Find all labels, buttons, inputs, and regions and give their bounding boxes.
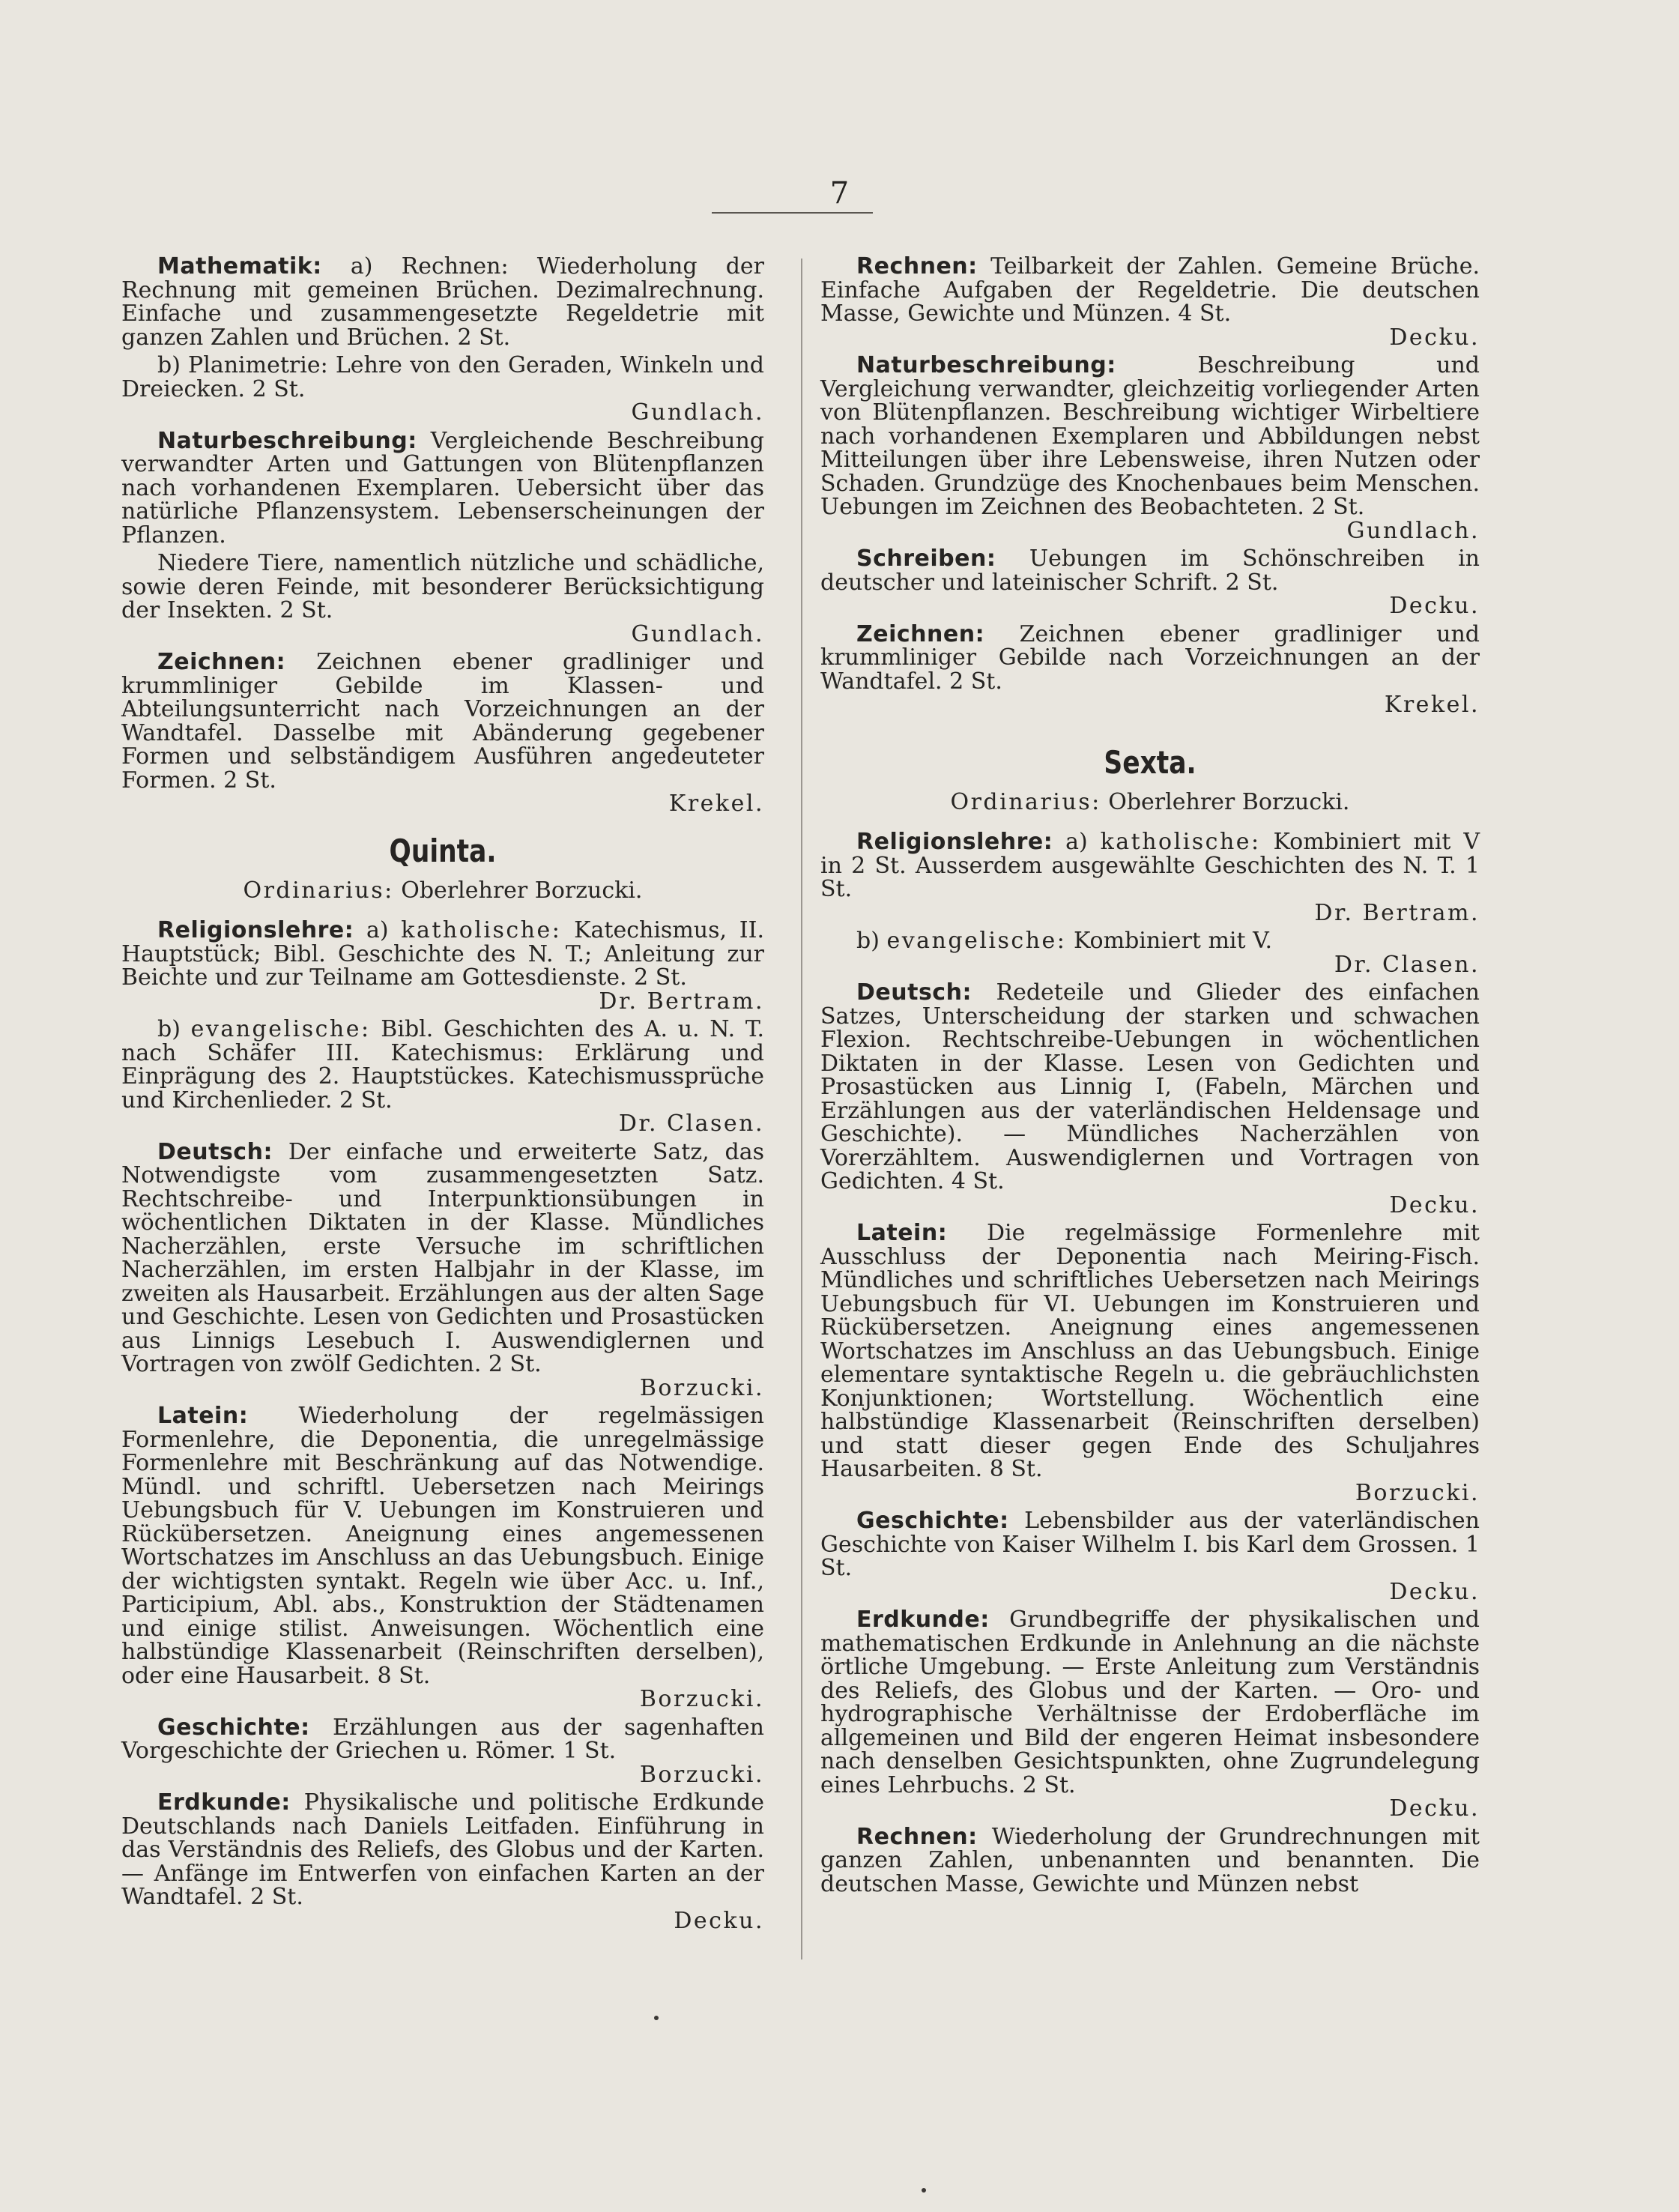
teacher-signature: Decku.: [674, 1907, 764, 1934]
subject-heading: Mathematik:: [157, 253, 322, 279]
subject-heading: Zeichnen:: [157, 649, 286, 675]
teacher-signature: Decku.: [1389, 1578, 1480, 1605]
paragraph-text: Erzählungen aus der sagenhaften Vorgeschichte der Griechen u. Römer. 1 St.: [121, 1714, 764, 1764]
paragraph-text: b) Planimetrie: Lehre von den Geraden, Winkeln und Dreiecken. 2 St.: [121, 352, 764, 402]
zeichnen-paragraph: [820, 620, 1480, 718]
paragraph-text: Physikalische und politische Erdkunde Deutschlands nach Daniels Leitfaden. Einführung in das Verständnis des Reliefs, des Globus und der Karten. — Anfänge im Entwerfen von einfachen Karten an der Wandtafel. 2 St.: [121, 1789, 765, 1910]
deutsch-paragraph: [820, 981, 1480, 1217]
sexta-ordinarius: [820, 788, 1480, 815]
teacher-signature: Krekel.: [668, 791, 764, 817]
item-prefix: b): [157, 1016, 181, 1042]
page-number: 7: [829, 176, 850, 211]
subject-heading: Naturbeschreibung:: [856, 352, 1116, 378]
teacher-signature: Borzucki.: [1355, 1479, 1480, 1506]
rechnen-paragraph-continued: [820, 1825, 1480, 1897]
left-column: [121, 255, 764, 1937]
ordinarius-name: Oberlehrer Borzucki.: [1108, 788, 1350, 815]
item-prefix: a): [1065, 829, 1088, 855]
column-divider: [801, 259, 802, 1959]
teacher-signature: Borzucki.: [639, 1374, 764, 1401]
paragraph-text: Lebensbilder aus der vaterländischen Geschichte von Kaiser Wilhelm I. bis Karl dem Grossen. 1 St.: [820, 1508, 1480, 1581]
ordinarius-label: Ordinarius:: [950, 788, 1101, 815]
ordinarius-name: Oberlehrer Borzucki.: [401, 877, 643, 904]
paragraph-text: a) Rechnen: Wiederholung der Rechnung mit gemeinen Brüchen. Dezimalrechnung. Einfache und zusammengesetzte Regeldetrie mit ganzen Zahlen und Brüchen. 2 St.: [121, 253, 764, 351]
subject-heading: Latein:: [157, 1403, 249, 1429]
denomination-label: evangelische:: [190, 1016, 371, 1042]
teacher-signature: Decku.: [1389, 1795, 1480, 1822]
teacher-signature: Dr. Bertram.: [599, 988, 764, 1015]
paragraph-text: Katechismus, II. Hauptstück; Bibl. Geschichte des N. T.; Anleitung zur Beichte und zur Teilname am Gottesdienste. 2 St.: [121, 917, 764, 991]
teacher-signature: Krekel.: [1384, 692, 1480, 718]
paragraph-text: Zeichnen ebener gradliniger und krummliniger Gebilde nach Vorzeichnungen an der Wandtafel. 2 St.: [820, 620, 1480, 695]
naturbeschreibung-paragraph: [820, 354, 1480, 543]
subject-heading: Religionslehre:: [157, 917, 354, 943]
rechnen-paragraph: [820, 255, 1480, 349]
sexta-title: Sexta.: [1104, 743, 1197, 781]
quinta-title: Quinta.: [389, 832, 497, 869]
paragraph-text: Bibl. Geschichten des A. u. N. T. nach Schäfer III. Katechismus: Erklärung und Einprägung des 2. Hauptstückes. Katechismussprüche und Kirchenlieder. 2 St.: [121, 1016, 764, 1113]
subject-heading: Deutsch:: [856, 979, 972, 1006]
teacher-signature: Borzucki.: [639, 1686, 764, 1712]
teacher-signature: Gundlach.: [631, 399, 764, 426]
erdkunde-paragraph: [121, 1791, 764, 1933]
ordinarius-label: Ordinarius:: [243, 877, 394, 904]
header-rule: [712, 212, 873, 214]
geschichte-paragraph: [820, 1509, 1480, 1604]
schreiben-paragraph: [820, 547, 1480, 618]
teacher-signature: Decku.: [1389, 324, 1480, 351]
paragraph-text: Kombiniert mit V.: [1073, 928, 1273, 954]
subject-heading: Rechnen:: [856, 1823, 978, 1850]
religionslehre-paragraph: [121, 919, 764, 1013]
paragraph-text: Grundbegriffe der physikalischen und mathematischen Erdkunde in Anlehnung an die nächste örtliche Umgebung. — Erste Anleitung zum Verständnis des Reliefs, des Globus und der Karten. — Oro- und hydrographische Verhältnisse der Erdoberfläche im allgemeinen und Bild der engeren Heimat insbesondere nach denselben Gesichtspunkten, ohne Zugrundelegung eines Lehrbuchs. 2 St.: [820, 1607, 1480, 1798]
evangelische-paragraph: [820, 929, 1480, 976]
denomination-label: katholische:: [1100, 829, 1261, 855]
subject-heading: Naturbeschreibung:: [157, 427, 417, 454]
paragraph-text: Der einfache und erweiterte Satz, das Notwendigste vom zusammengesetzten Satz. Rechtschreibe- und Interpunktionsübungen in wöchentlichen Diktaten in der Klasse. Mündliches Nacherzählen, erste Versuche im schriftlichen Nacherzählen, im ersten Halbjahr in der Klasse, im zweiten als Hausarbeit. Erzählungen aus der alten Sage und Geschichte. Lesen von Gedichten und Prosastücken aus Linnigs Lesebuch I. Auswendiglernen und Vortragen von zwölf Gedichten. 2 St.: [121, 1138, 764, 1377]
ink-speck: [654, 2016, 659, 2020]
paragraph-text: Vergleichende Beschreibung verwandter Arten und Gattungen von Blütenpflanzen nach vorhandenen Exemplaren. Uebersicht über das natürliche Pflanzensystem. Lebenserscheinungen der Pflanzen.: [121, 427, 764, 549]
paragraph-text: Niedere Tiere, namentlich nützliche und schädliche, sowie deren Feinde, mit besonderer Berücksichtigung der Insekten. 2 St.: [121, 550, 764, 623]
quinta-ordinarius: [121, 879, 764, 903]
teacher-signature: Decku.: [1389, 1191, 1480, 1218]
subject-heading: Schreiben:: [856, 546, 996, 572]
paragraph-text: Beschreibung und Vergleichung verwandter, gleichzeitig vorliegender Arten von Blütenpflanzen. Beschreibung wichtiger Wirbeltiere nach vorhandenen Exemplaren und Abbildungen nebst Mitteilungen über ihre Lebensweise, ihren Nutzen oder Schaden. Grundzüge des Knochenbaues beim Menschen. Uebungen im Zeichnen des Beobachteten. 2 St.: [820, 352, 1480, 520]
planimetrie-paragraph: [121, 354, 764, 425]
deutsch-paragraph: [121, 1140, 764, 1400]
subject-heading: Geschichte:: [157, 1714, 310, 1741]
teacher-signature: Dr. Clasen.: [1334, 951, 1480, 978]
teacher-signature: Gundlach.: [631, 620, 764, 647]
teacher-signature: Dr. Bertram.: [1314, 899, 1480, 926]
subject-heading: Erdkunde:: [856, 1607, 990, 1633]
right-column: [820, 255, 1480, 1900]
religionslehre-paragraph: [820, 830, 1480, 925]
subject-heading: Latein:: [856, 1220, 948, 1246]
evangelische-paragraph: [121, 1018, 764, 1136]
subject-heading: Erdkunde:: [157, 1789, 291, 1816]
item-prefix: b): [856, 928, 880, 954]
subject-heading: Rechnen:: [856, 253, 978, 279]
paragraph-text: Redeteile und Glieder des einfachen Satzes, Unterscheidung der starken und schwachen Flexion. Rechtschreibe-Uebungen in wöchentlichen Diktaten in der Klasse. Lesen von Gedichten und Prosastücken aus Linnig I, (Fabeln, Märchen und Erzählungen aus der vaterländischen Heldensage und Geschichte). — Mündliches Nacherzählen von Vorerzähltem. Auswendiglernen und Vortragen von Gedichten. 4 St.: [820, 979, 1480, 1194]
teacher-signature: Borzucki.: [639, 1761, 764, 1788]
subject-heading: Religionslehre:: [856, 829, 1053, 855]
latein-paragraph: [121, 1404, 764, 1711]
ink-speck: [922, 2188, 926, 2193]
subject-heading: Geschichte:: [856, 1508, 1009, 1534]
teacher-signature: Dr. Clasen.: [618, 1110, 764, 1137]
paragraph-text: Wiederholung der regelmässigen Formenlehre, die Deponentia, die unregelmässige Formenlehre mit Beschränkung auf das Notwendige. Mündl. und schriftl. Uebersetzen nach Meirings Uebungsbuch für V. Uebungen im Konstruieren und Rückübersetzen. Aneignung eines angemessenen Wortschatzes im Anschluss an das Uebungsbuch. Einige der wichtigsten syntakt. Regeln wie über Acc. u. Inf., Participium, Abl. abs., Konstruktion der Städtenamen und einige stilist. Anweisungen. Wöchentlich eine halbstündige Klassenarbeit (Reinschriften derselben), oder eine Hausarbeit. 8 St.: [121, 1403, 764, 1689]
zeichnen-paragraph: [121, 650, 764, 816]
teacher-signature: Gundlach.: [1346, 517, 1480, 544]
erdkunde-paragraph: [820, 1608, 1480, 1821]
naturbeschreibung-paragraph: [121, 429, 764, 548]
mathematik-paragraph: [121, 255, 764, 349]
paragraph-text: Zeichnen ebener gradliniger und krummliniger Gebilde im Klassen- und Abteilungsunterricht nach Vorzeichnungen an der Wandtafel. Dasselbe mit Abänderung gegebener Formen und selbständigem Ausführen angedeuteter Formen. 2 St.: [121, 649, 764, 794]
subject-heading: Zeichnen:: [856, 620, 985, 647]
denomination-label: evangelische:: [886, 928, 1067, 954]
geschichte-paragraph: [121, 1716, 764, 1787]
latein-paragraph: [820, 1221, 1480, 1505]
paragraph-text: Kombiniert mit V in 2 St. Ausserdem ausgewählte Geschichten des N. T. 1 St.: [820, 829, 1480, 902]
denomination-label: katholische:: [401, 917, 562, 943]
item-prefix: a): [366, 917, 389, 943]
niedere-tiere-paragraph: [121, 552, 764, 646]
paragraph-text: Uebungen im Schönschreiben in deutscher und lateinischer Schrift. 2 St.: [820, 546, 1480, 596]
subject-heading: Deutsch:: [157, 1138, 273, 1165]
paragraph-text: Teilbarkeit der Zahlen. Gemeine Brüche. Einfache Aufgaben der Regeldetrie. Die deutschen Masse, Gewichte und Münzen. 4 St.: [820, 253, 1480, 327]
paragraph-text: Wiederholung der Grundrechnungen mit ganzen Zahlen, unbenannten und benannten. Die deutschen Masse, Gewichte und Münzen nebst: [820, 1823, 1480, 1897]
teacher-signature: Decku.: [1389, 593, 1480, 619]
paragraph-text: Die regelmässige Formenlehre mit Ausschluss der Deponentia nach Meiring-Fisch. Mündliches und schriftliches Uebersetzen nach Meirings Uebungsbuch für VI. Uebungen im Konstruieren und Rückübersetzen. Aneignung eines angemessenen Wortschatzes im Anschluss an das Uebungsbuch. Einige elementare syntaktische Regeln u. die gebräuchlichsten Konjunktionen; Wortstellung. Wöchentlich eine halbstündige Klassenarbeit (Reinschriften derselben) und statt dieser gegen Ende des Schuljahres Hausarbeiten. 8 St.: [820, 1220, 1480, 1482]
